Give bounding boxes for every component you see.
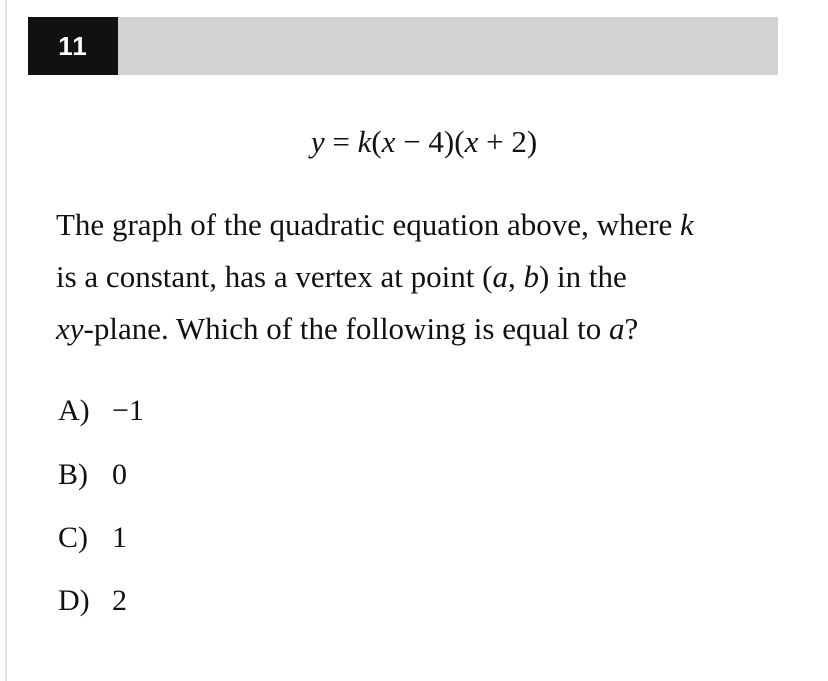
choice-letter: C) [58, 521, 88, 554]
question-line-2 [56, 251, 776, 303]
choice-value: 2 [112, 584, 127, 617]
equation-factor2-rest: + 2) [478, 124, 538, 159]
question-var-k: k [680, 207, 694, 242]
question-line-3-text: -plane. Which of the following is equal to [83, 311, 609, 346]
question-point-open: ( [482, 259, 493, 294]
equation [0, 124, 828, 160]
page-left-rule [5, 0, 7, 681]
equation-y: y [310, 124, 325, 159]
question-point-comma: , [507, 259, 524, 294]
answer-choice-c[interactable] [58, 521, 127, 555]
equation-x2: x [464, 124, 479, 159]
choice-letter: D) [58, 584, 90, 617]
question-line-2-text: is a constant, has a vertex at point [56, 259, 483, 294]
question-number-badge [28, 17, 118, 75]
question-number: 11 [58, 30, 88, 61]
answer-choice-b[interactable] [58, 458, 127, 492]
question-line-1-text: The graph of the quadratic equation above, where [56, 207, 681, 242]
choice-letter: A) [58, 394, 90, 427]
question-line-1 [56, 199, 776, 251]
equation-paren-open: ( [371, 124, 382, 159]
choice-letter: B) [58, 458, 88, 491]
question-line-3 [56, 303, 776, 355]
equation-factor1-rest: − 4)( [395, 124, 465, 159]
equation-x1: x [381, 124, 396, 159]
question-text [56, 199, 776, 355]
answer-choice-a[interactable] [58, 394, 144, 428]
choice-value: 0 [112, 458, 127, 491]
question-line-2-end: ) in the [538, 259, 627, 294]
equation-equals: = [324, 124, 358, 159]
choice-value: 1 [112, 521, 127, 554]
question-var-a: a [492, 259, 508, 294]
question-var-a-2: a [608, 311, 625, 346]
question-var-b: b [523, 259, 539, 294]
equation-k: k [357, 124, 372, 159]
answer-choice-d[interactable] [58, 584, 127, 618]
question-header-bar [28, 17, 778, 75]
question-var-xy: xy [56, 311, 84, 346]
choice-value: −1 [112, 394, 144, 427]
question-mark: ? [624, 311, 639, 346]
